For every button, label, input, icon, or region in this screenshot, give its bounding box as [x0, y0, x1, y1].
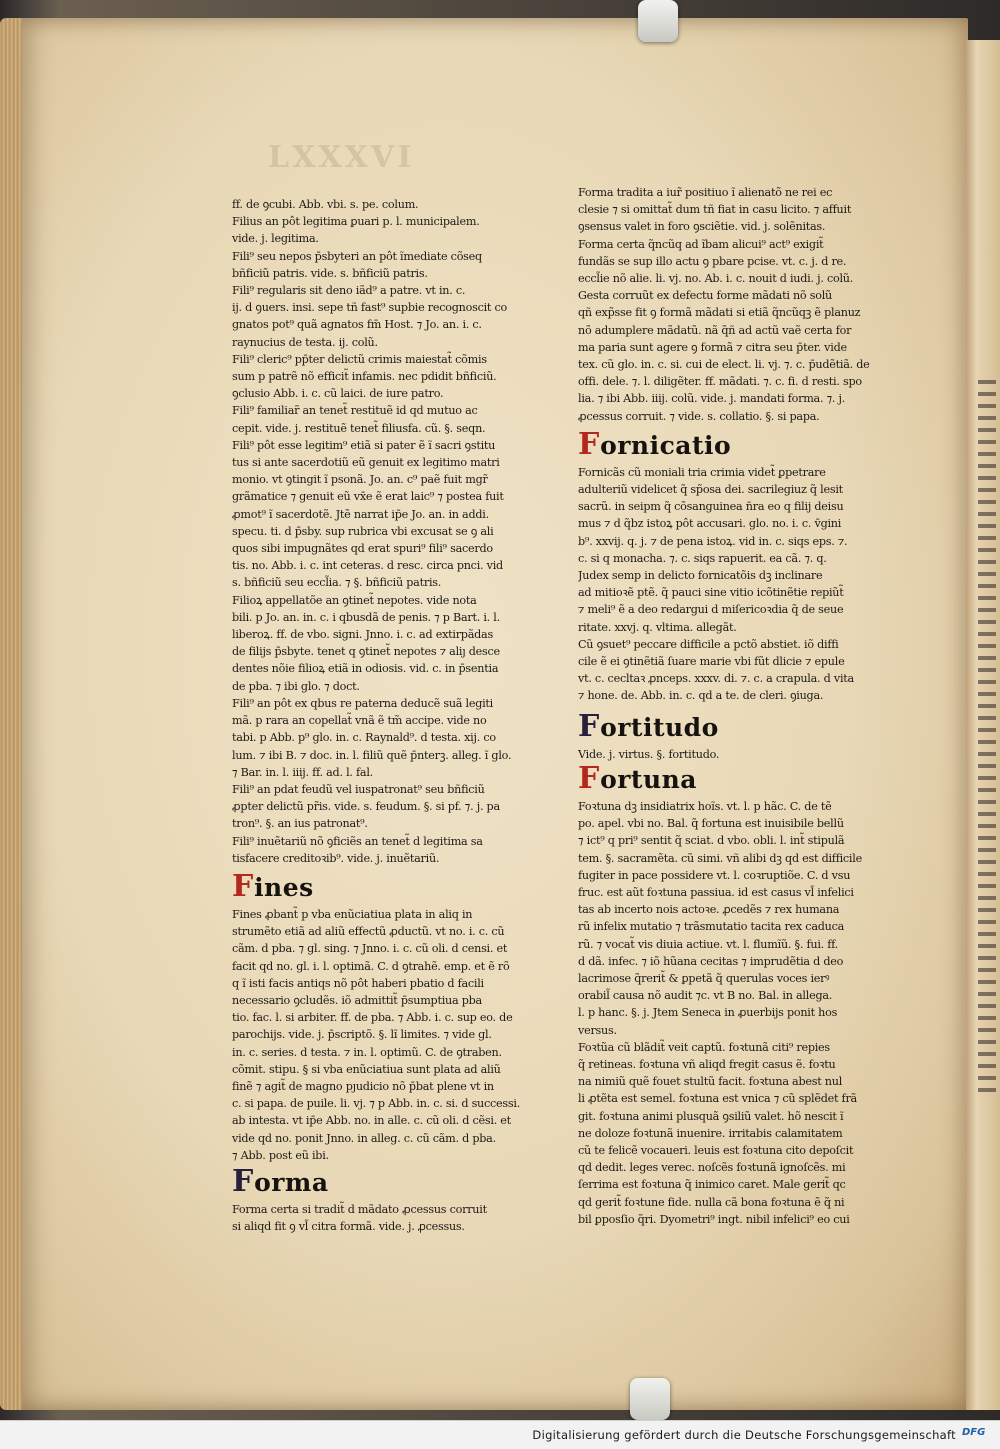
text-line: in. c. series. d testa. ⁊ in. l. optimũ. C. de ꝯtraben.	[232, 1045, 502, 1059]
text-line: s. bñficiũ seu eccl̃ia. ⁊ §. bñficiũ patris.	[232, 576, 442, 590]
text-line: mus ⁊ d q̃bz istoꝝ pôt accusari. glo. no. i. c. v̄gini	[578, 517, 842, 531]
text-line: finẽ ⁊ agit̃ de magno pȷudicio nõ p̄bat plene vt in	[232, 1079, 494, 1093]
text-line: fruc. est aũt foꝛtuna passiua. id est casus vl̃ infelici	[578, 885, 854, 899]
heading-word: ortitudo	[600, 712, 719, 742]
text-line: ꝓmot⁹ ĩ sacerdotẽ. Jtẽ narrat ip̄e Jo. an. in addi.	[232, 507, 489, 521]
text-line: bñficiũ patris. vide. s. bñficiũ patris.	[232, 266, 428, 280]
text-line: Filioꝝ appellatõe an ꝯtinet̃ nepotes. vide nota	[232, 593, 477, 607]
text-line: Fili⁹ seu nepos p̄sbyteri an pôt ĩmediate cõseq	[232, 249, 482, 263]
heading-word: ines	[254, 872, 314, 902]
text-line: ꝯsensus valet in foro ꝯsciẽtie. vid. j. solẽnitas.	[578, 220, 826, 234]
text-line: versus.	[578, 1023, 617, 1037]
right-text-block-d	[578, 798, 892, 1228]
heading-initial: F	[578, 760, 600, 796]
text-line: Vide. j. virtus. §. fortitudo.	[578, 747, 720, 761]
text-line: mã. p rara an copellat̃ vnã ẽ tm̃ accipe. vide no	[232, 714, 487, 728]
facing-page-text-bleed	[978, 380, 996, 1100]
text-line: gnatos pot⁹ quã agnatos fm̄ Host. ⁊ Jo. an. i. c.	[232, 318, 482, 332]
text-line: Fili⁹ regularis sit deno iãd⁹ a patre. vt in. c.	[232, 284, 466, 298]
text-line: po. apel. vbi no. Bal. q̃ fortuna est inuisibile bellũ	[578, 817, 844, 831]
heading-initial: F	[578, 426, 600, 462]
text-line: tron⁹. §. an ius patronat⁹.	[232, 817, 368, 831]
page-edge-left	[0, 18, 22, 1410]
text-line: tem. §. sacramẽta. cũ simi. vñ alibi dꝫ qd est difficile	[578, 851, 862, 865]
heading-initial: F	[232, 1163, 254, 1199]
heading-word: orma	[254, 1167, 329, 1197]
text-line: parochijs. vide. j. p̄scriptõ. §. lĩ limites. ⁊ vide gl.	[232, 1028, 492, 1042]
right-text-block-b	[578, 464, 892, 705]
text-line: facit qd no. gl. i. l. optimã. C. d ꝯtrahẽ. emp. et ẽ rõ	[232, 959, 510, 973]
text-line: vt. c. cecltaꝛ ꝓnceps. xxxv. di. ⁊. c. a crapula. d vita	[578, 672, 854, 686]
left-text-block-a	[232, 196, 554, 867]
digitization-footer	[0, 1420, 1000, 1449]
text-line: tisfacere creditoꝛib⁹. vide. j. inuẽtariũ.	[232, 851, 440, 865]
text-line: vide qd no. ponit Jnno. in alleg. c. cũ cãm. d pba.	[232, 1131, 496, 1145]
text-line: de filijs p̄sbyte. tenet q ꝯtinet̃ nepotes ⁊ aliȷ desce	[232, 645, 500, 659]
text-line: Foꝛtũa cũ blãdit̃ veit captũ. foꝛtunã citi⁹ repies	[578, 1040, 830, 1054]
text-line: Cũ ꝯsuet⁹ peccare difficile a pctõ abstiet. iõ diffi	[578, 637, 839, 651]
text-line: c. si papa. de puile. li. vj. ⁊ p Abb. in. c. si. d successi.	[232, 1097, 521, 1111]
text-line: adulteriũ videlicet q̃ sp̃osa dei. sacrilegiuz q̃ lesit	[578, 483, 843, 497]
page-clip-bottom	[630, 1378, 670, 1420]
text-line: qd dedit. leges verec. noſcẽs foꝛtunã ignoſcẽs. mi	[578, 1161, 846, 1175]
text-line: ritate. xxvj. q. vltima. allegãt.	[578, 620, 737, 634]
text-line: Foꝛtuna dꝫ insidiatrix hoĩs. vt. l. p hãc. C. de tẽ	[578, 799, 832, 813]
text-line: ⁊ ict⁹ q pri⁹ sentit q̃ sciat. d vbo. obli. l. int̃ stipulã	[578, 834, 845, 848]
heading-initial: F	[232, 868, 254, 904]
text-line: cepit. vide. j. restituẽ tenet̃ filiusfa. cũ. §. seqn.	[232, 421, 486, 435]
text-line: grãmatice ⁊ genuit eũ vx̄e ẽ erat laic⁹ ⁊ postea fuit	[232, 490, 504, 504]
text-line: ma paria sunt agere ꝯ formã ⁊ citra seu p̄ter. vide	[578, 340, 847, 354]
text-line: tus si ante sacerdotiũ eũ genuit ex legitimo matri	[232, 456, 500, 470]
footer-credit-text: Digitalisierung gefördert durch die Deutsche Forschungsgemeinschaft	[532, 1428, 956, 1442]
text-line: Fili⁹ pôt esse legitim⁹ etiã si pater ẽ ĩ sacri ꝯstitu	[232, 438, 496, 452]
text-line: ⁊ meli⁹ ẽ a deo redargui d miſericoꝛdia q̃ de seue	[578, 603, 844, 617]
text-line: ſerrima est foꝛtuna q̃ inimico caret. Male gerit̃ qc	[578, 1178, 846, 1192]
text-line: ⁊ hone. de. Abb. in. c. qd a te. de cleri. ꝯiuga.	[578, 689, 824, 703]
text-line: bili. p Jo. an. in. c. i qbusdã de penis. ⁊ p Bart. i. l.	[232, 610, 500, 624]
heading-fines	[232, 868, 554, 904]
heading-word: ortuna	[600, 764, 698, 794]
text-line: ab intesta. vt ip̄e Abb. no. in alle. c. cũ oli. d cẽsi. et	[232, 1114, 511, 1128]
text-line: tio. fac. l. si arbiter. ff. de pba. ⁊ Abb. i. c. sup eo. de	[232, 1011, 513, 1025]
text-line: vide. j. legitima.	[232, 232, 319, 246]
text-line: na nimiũ quẽ fouet stultũ facit. foꝛtuna abest nul	[578, 1075, 843, 1089]
text-line: Fili⁹ inuẽtariũ nõ ꝯficiẽs an tenet̃ d legitima sa	[232, 834, 483, 848]
text-line: cõmit. stipu. § si vba enũciatiua sunt plata ad aliũ	[232, 1062, 501, 1076]
text-line: ꝓcessus corruit. ⁊ vide. s. collatio. §. si papa.	[578, 409, 820, 423]
text-line: Gesta corruũt ex defectu forme mãdati nõ solũ	[578, 289, 832, 303]
text-line: lacrimose q̃rerit̃ & ꝑpetã q̃ querulas voces ierꝰ	[578, 971, 830, 985]
text-line: Fili⁹ cleric⁹ pp̄ter delictũ crimis maiestat̃ cõmis	[232, 352, 487, 366]
heading-word: ornicatio	[600, 430, 732, 460]
text-line: specu. ti. d p̄sby. sup rubrica vbi excusat se ꝯ ali	[232, 524, 494, 538]
text-line: q ĩ isti facis antiqs nõ pôt haberi pbatio d facili	[232, 976, 484, 990]
text-line: Judex semp in delicto fornicatõis dꝫ inclinare	[578, 569, 823, 583]
text-line: ⁊ Abb. post eũ ibi.	[232, 1148, 329, 1162]
text-line: ad mitioꝛẽ ptẽ. q̃ pauci sine vitio icõtinẽtie repiũt̃	[578, 586, 844, 600]
text-line: ꝯclusio Abb. i. c. cũ laici. de iure patro.	[232, 387, 444, 401]
text-line: Fili⁹ an pdat feudũ vel iuspatronat⁹ seu bñficiũ	[232, 782, 485, 796]
text-line: dentes nõie filioꝝ etiã in odiosis. vid. c. in p̄sentia	[232, 662, 499, 676]
text-line: rũ. ⁊ vocat̃ vis diuia actiue. vt. l. flumĩũ. §. fui. ff.	[578, 937, 838, 951]
text-line: offi. dele. ⁊. l. diligẽter. ff. mãdati. ⁊. c. fi. d resti. spo	[578, 375, 862, 389]
text-line: c. si q monacha. ⁊. c. siqs rapuerit. ea cã. ⁊. q.	[578, 551, 827, 565]
heading-fortuna	[578, 760, 892, 796]
text-line: b⁹. xxvij. q. j. ⁊ de pena istoꝝ. vid in. c. siqs eps. ⁊.	[578, 534, 848, 548]
left-text-block-b	[232, 906, 554, 1164]
page-clip-top	[638, 0, 678, 42]
text-line: Forma certa q̃ncũq ad ĩbam alicui⁹ act⁹ exigit̃	[578, 237, 824, 251]
text-line: tabi. p Abb. p⁹ glo. in. c. Raynald⁹. d testa. xij. co	[232, 731, 496, 745]
text-line: Fines ꝓbant̃ p vba enũciatiua plata in aliq in	[232, 907, 473, 921]
text-line: ff. de ꝯcubi. Abb. vbi. s. pe. colum.	[232, 198, 419, 211]
text-line: de pba. ⁊ ibi glo. ⁊ doct.	[232, 679, 360, 693]
text-line: clesie ⁊ si omittat̃ dum tñ fiat in casu licito. ⁊ affuit	[578, 203, 852, 217]
text-line: necessario ꝯcludẽs. iõ admittit̃ p̄sumptiua pba	[232, 993, 482, 1007]
text-line: ij. d ꝯuers. insi. sepe tñ fast⁹ supbie recognoscit co	[232, 301, 507, 315]
dfg-logo: DFG	[962, 1427, 986, 1438]
text-line: fundãs se sup illo actu ꝯ pbare pcise. vt. c. j. d re.	[578, 254, 847, 268]
text-line: Forma tradita a iur̃ positiuo ĩ alienatõ ne rei ec	[578, 186, 833, 199]
text-line: strumẽto etiã ad aliũ effectũ ꝓductũ. vt no. i. c. cũ	[232, 925, 505, 939]
text-line: orabil̃ causa nõ audit ⁊c. vt B no. Bal. in allega.	[578, 989, 833, 1003]
text-line: Fornicãs cũ moniali tria crimia videt̃ ꝑpetrare	[578, 465, 826, 479]
heading-fornicatio	[578, 426, 892, 462]
folio-bleed-through: LXXXVI	[268, 140, 415, 175]
left-column	[232, 196, 554, 1235]
text-line: git. foꝛtuna animi plusquã ꝯsiliũ valet. hõ nescit ĩ	[578, 1109, 844, 1123]
right-column	[578, 184, 892, 1228]
heading-fortitudo	[578, 708, 892, 744]
text-line: qd gerit̃ foꝛtune fide. nulla cã bona foꝛtuna ẽ q̃ ni	[578, 1195, 845, 1209]
text-line: raynucius de testa. ij. colũ.	[232, 335, 378, 349]
text-line: rũ infelix mutatio ⁊ trãsmutatio tacita rex caduca	[578, 920, 845, 934]
right-text-block-a	[578, 184, 892, 425]
text-line: eccl̃ie nõ alie. li. vj. no. Ab. i. c. nouit d iudi. j. colũ.	[578, 272, 854, 286]
text-line: si aliqd fit ꝯ vl̃ citra formã. vide. j. ꝓcessus.	[232, 1220, 465, 1234]
text-line: cãm. d pba. ⁊ gl. sing. ⁊ Jnno. i. c. cũ oli. d censi. et	[232, 942, 508, 956]
text-line: l. p hanc. §. j. Jtem Seneca in ꝓuerbijs ponit hos	[578, 1006, 838, 1020]
text-line: qñ exp̃sse fit ꝯ formã mãdati si etiã q̃ncũqꝫ ẽ planuz	[578, 306, 861, 320]
text-line: tis. no. Abb. i. c. int ceteras. d resc. circa pnci. vid	[232, 559, 503, 573]
text-line: bil ꝑposſio q̃ri. Dyometri⁹ ingt. nibil infelici⁹ eo cui	[578, 1212, 850, 1226]
text-line: cũ te felicẽ vocaueri. leuis est foꝛtuna cito depoſcit	[578, 1143, 854, 1157]
right-text-block-c	[578, 746, 892, 763]
text-line: liberoꝝ. ff. de vbo. signi. Jnno. i. c. ad extirpãdas	[232, 628, 493, 642]
text-line: lia. ⁊ ibi Abb. iiij. colũ. vide. j. mandati forma. ⁊. j.	[578, 392, 846, 406]
text-line: nõ adumplere mãdatũ. nã q̃ñ ad actũ vaẽ certa for	[578, 323, 852, 337]
text-line: sacrũ. in seipm q̃ cõsanguinea n̄ra eo q filij deisu	[578, 500, 844, 514]
text-line: quos sibi impugnãtes qd erat spuri⁹ fili⁹ sacerdo	[232, 542, 493, 556]
text-line: Fili⁹ an pôt ex qbus re paterna deducẽ suã legiti	[232, 696, 494, 710]
left-text-block-c	[232, 1201, 554, 1235]
text-line: fugiter in pace possidere vt. l. coꝛruptiõe. C. d vsu	[578, 868, 851, 882]
text-line: cile ẽ ei ꝯtinẽtiã ſuare marie vbi fũt dlicie ⁊ epule	[578, 655, 845, 669]
text-line: monio. vt ꝯtingit ĩ psonã. Jo. an. c⁹ paẽ fuit mgr̃	[232, 473, 488, 487]
text-line: Fili⁹ familiar̃ an tenet̃ restituẽ id qd mutuo ac	[232, 404, 478, 418]
text-line: tex. cũ glo. in. c. si. cui de elect. li. vj. ⁊. c. p̄udẽtiã. de	[578, 358, 870, 372]
text-line: ne doloze foꝛtunã inuenire. irritabis calamitatem	[578, 1126, 843, 1140]
text-line: tas ab incerto nois actoꝛe. ꝓcedẽs ⁊ rex humana	[578, 903, 840, 917]
heading-initial: F	[578, 708, 600, 744]
text-line: lum. ⁊ ibi B. ⁊ doc. in. l. filiũ quẽ p̄nterꝫ. alleg. ĩ glo.	[232, 748, 512, 762]
text-line: d dã. infec. ⁊ iõ hũana cecitas ⁊ imprudẽtia d deo	[578, 954, 844, 968]
text-line: Forma certa si tradit̃ d mãdato ꝓcessus corruit	[232, 1202, 487, 1216]
text-line: q̃ retineas. foꝛtuna vñ aliqd fregit casus ẽ. foꝛtu	[578, 1057, 836, 1071]
text-line: ꝓpter delictũ pr̃is. vide. s. feudum. §. si pf. ⁊. j. pa	[232, 800, 500, 814]
text-line: sum p patrẽ nõ efficit̃ infamis. nec pdidit bñficiũ.	[232, 370, 497, 384]
text-line: ⁊ Bar. in. l. iiij. ff. ad. l. fal.	[232, 765, 373, 779]
heading-forma	[232, 1163, 554, 1199]
text-line: Filius an pôt legitima ꝑuari p. l. municipalem.	[232, 215, 480, 229]
text-line: li ꝓtẽta est semel. foꝛtuna est vnica ⁊ cũ splẽdet frã	[578, 1092, 857, 1106]
